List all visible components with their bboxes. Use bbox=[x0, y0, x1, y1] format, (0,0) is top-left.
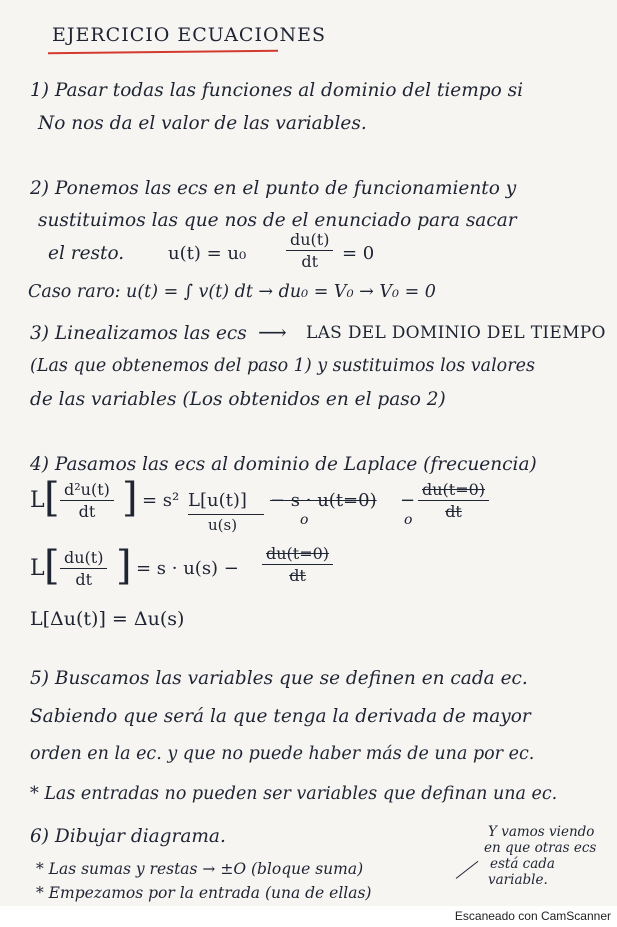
step2-line3: el resto. bbox=[48, 243, 125, 264]
fraction-denominator: dt bbox=[78, 502, 96, 521]
underbrace-line bbox=[188, 514, 264, 515]
laplace-rhs-2: = s · u(s) − bbox=[136, 558, 239, 579]
fraction-denominator: dt bbox=[289, 566, 306, 585]
step2-derivative-fraction bbox=[286, 230, 333, 271]
laplace-operator: L bbox=[30, 488, 45, 513]
scanner-watermark: Escaneado con CamScanner bbox=[454, 909, 611, 923]
fraction-numerator: d²u(t) bbox=[60, 480, 114, 501]
fraction-denominator: dt bbox=[301, 252, 319, 271]
side-note-arrow bbox=[456, 861, 479, 879]
fraction-numerator: du(t) bbox=[60, 548, 107, 569]
step4-line1: 4) Pasamos las ecs al dominio de Laplace (frecuencia) bbox=[30, 454, 537, 475]
step2-equation-1: u(t) = u₀ bbox=[168, 243, 247, 264]
initial-derivative-fraction bbox=[418, 480, 489, 521]
side-note-line1: Y vamos viendo bbox=[488, 824, 595, 840]
fraction-numerator: du(t=0) bbox=[418, 480, 489, 501]
step1-line2: No nos da el valor de las variables. bbox=[38, 113, 367, 134]
step5-line2: Sabiendo que será la que tenga la derivada de mayor bbox=[30, 706, 531, 727]
close-bracket: ] bbox=[122, 475, 138, 521]
step1-line1: 1) Pasar todas las funciones al dominio del tiempo si bbox=[30, 80, 524, 101]
side-note-line2: en que otras ecs bbox=[484, 840, 597, 856]
step5-note: * Las entradas no pueden ser variables que definan una ec. bbox=[30, 784, 558, 804]
zero-mark: o bbox=[300, 512, 309, 528]
step2-special-case: Caso raro: u(t) = ∫ v(t) dt → du₀ = V₀ → V₀ = 0 bbox=[28, 282, 436, 302]
scanner-footer bbox=[0, 906, 617, 927]
step2-equation-2-rhs: = 0 bbox=[342, 243, 375, 264]
open-bracket: [ bbox=[44, 543, 60, 589]
step2-line2: sustituimos las que nos de el enunciado para sacar bbox=[38, 210, 517, 231]
first-derivative-fraction bbox=[60, 548, 107, 589]
open-bracket: [ bbox=[44, 475, 60, 521]
second-derivative-fraction bbox=[60, 480, 114, 521]
initial-derivative-fraction bbox=[262, 544, 333, 585]
laplace-initial-term: − s · u(t=0) bbox=[270, 490, 377, 511]
side-note-line3: está cada bbox=[490, 856, 555, 872]
laplace-us-label: u(s) bbox=[208, 516, 238, 534]
step3-line2: (Las que obtenemos del paso 1) y sustituimos los valores bbox=[30, 356, 535, 376]
step5-line3: orden en la ec. y que no puede haber más de una por ec. bbox=[30, 744, 535, 764]
zero-mark: o bbox=[404, 512, 413, 528]
step6-bullet-2: * Empezamos por la entrada (una de ellas) bbox=[36, 884, 372, 902]
side-note-line4: variable. bbox=[488, 872, 548, 888]
step3-caps-note: LAS DEL DOMINIO DEL TIEMPO bbox=[306, 323, 606, 343]
fraction-denominator: dt bbox=[75, 570, 93, 589]
laplace-rhs-transform: L[u(t)] bbox=[188, 490, 247, 511]
step3-line1: 3) Linealizamos las ecs bbox=[30, 323, 247, 344]
fraction-numerator: du(t) bbox=[286, 230, 333, 251]
laplace-operator: L bbox=[30, 556, 45, 581]
close-bracket: ] bbox=[116, 543, 132, 589]
page-title: EJERCICIO ECUACIONES bbox=[52, 24, 327, 46]
fraction-numerator: du(t=0) bbox=[262, 544, 333, 565]
laplace-minus: − bbox=[400, 490, 416, 511]
step6-line1: 6) Dibujar diagrama. bbox=[30, 826, 226, 847]
fraction-denominator: dt bbox=[445, 502, 462, 521]
step2-line1: 2) Ponemos las ecs en el punto de funcionamiento y bbox=[30, 178, 517, 199]
title-underline bbox=[48, 50, 278, 54]
step5-line1: 5) Buscamos las variables que se definen en cada ec. bbox=[30, 668, 528, 689]
laplace-delta-formula: L[Δu(t)] = Δu(s) bbox=[30, 608, 185, 630]
step3-line3: de las variables (Los obtenidos en el paso 2) bbox=[30, 389, 446, 410]
laplace-rhs-s2: = s² bbox=[142, 490, 180, 511]
arrow-icon: ⟶ bbox=[258, 320, 287, 344]
step6-bullet-1: * Las sumas y restas → ±O (bloque suma) bbox=[36, 860, 364, 878]
